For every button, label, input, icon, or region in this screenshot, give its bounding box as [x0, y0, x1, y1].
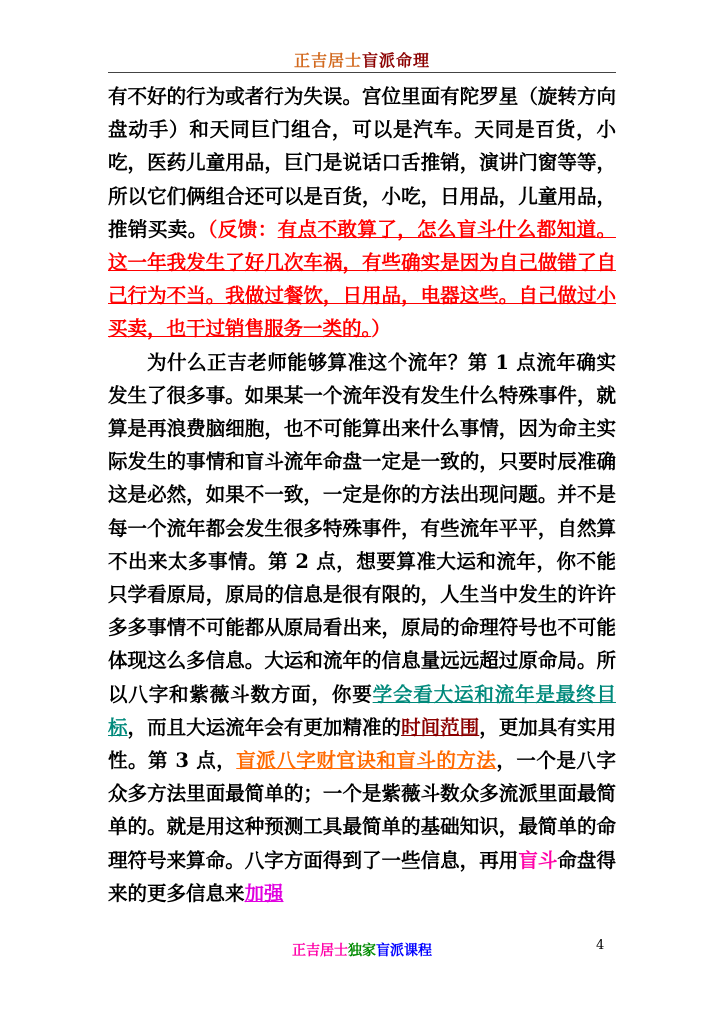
highlight-time-range: 时间范围 [401, 715, 480, 739]
paragraph-1-text: 有不好的行为或者行为失误。宫位里面有陀罗星（旋转方向盘动手）和天同巨门组合，可以是汽车。天同是百货，小吃，医药儿童用品，巨门是说话口舌推销，演讲门窗等等，所以它们俩组合还可以是百货，小吃，日用品，儿童用品，推销买卖。 [108, 85, 616, 241]
highlight-goal: 学会看大运和流年是最终目标 [108, 682, 616, 739]
header-author: 正吉居士 [293, 51, 362, 70]
feedback-close: ） [371, 317, 391, 341]
page-footer [108, 940, 616, 960]
feedback-open: （反馈： [207, 217, 278, 241]
footer-exclusive: 独家 [348, 943, 376, 959]
page-number: 4 [596, 938, 605, 953]
document-body [108, 80, 616, 910]
header-divider [108, 72, 616, 73]
paragraph-2-seg5: 命盘得来的更多信息来 [108, 848, 616, 905]
paragraph-2-seg3: ，更加具有实用性。第 3 点， [108, 715, 616, 773]
page-header [108, 48, 616, 71]
footer-course: 盲派课程 [376, 943, 432, 959]
highlight-method: 盲派八字财官诀和盲斗的方法 [236, 749, 497, 773]
paragraph-2 [108, 346, 616, 910]
paragraph-2-seg2: ，而且大运流年会有更加精准的 [127, 715, 402, 739]
highlight-mangdou: 盲斗 [518, 848, 558, 872]
header-subject: 盲派命理 [362, 51, 431, 70]
footer-author: 正吉居士 [292, 943, 348, 959]
highlight-strengthen: 加强 [244, 881, 284, 905]
paragraph-2-seg4: ，一个是八字众多方法里面最简单的；一个是紫薇斗数众多流派里面最简单的。就是用这种预测工具最简单的基础知识，最简单的命理符号来算命。八字方面得到了一些信息，再用 [108, 749, 616, 872]
feedback-text: 有点不敢算了，怎么盲斗什么都知道。这一年我发生了好几次车祸，有些确实是因为自己做错了自己行为不当。我做过餐饮，日用品，电器这些。自己做过小买卖，也干过销售服务一类的。 [108, 217, 616, 341]
paragraph-1 [108, 80, 616, 346]
paragraph-2-seg1: 为什么正吉老师能够算准这个流年？第 1 点流年确实发生了很多事。如果某一个流年没有发生什么特殊事件，就算是再浪费脑细胞，也不可能算出来什么事情，因为命主实际发生的事情和盲斗流年命盘一定是一致的，只要时辰准确这是必然，如果不一致，一定是你的方法出现问题。并不是每一个流年都会发生很多特殊事件，有些流年平平，自然算不出来太多事情。第 2 点，想要算准大运和流年，你不能只学看原局，原局的信息是很有限的，人生当中发生的许许多多事情不可能都从原局看出来，原局的命理符号也不可能体现这么多信息。大运和流年的信息量远远超过原命局。所以八字和紫薇斗数方面，你要 [108, 350, 616, 706]
